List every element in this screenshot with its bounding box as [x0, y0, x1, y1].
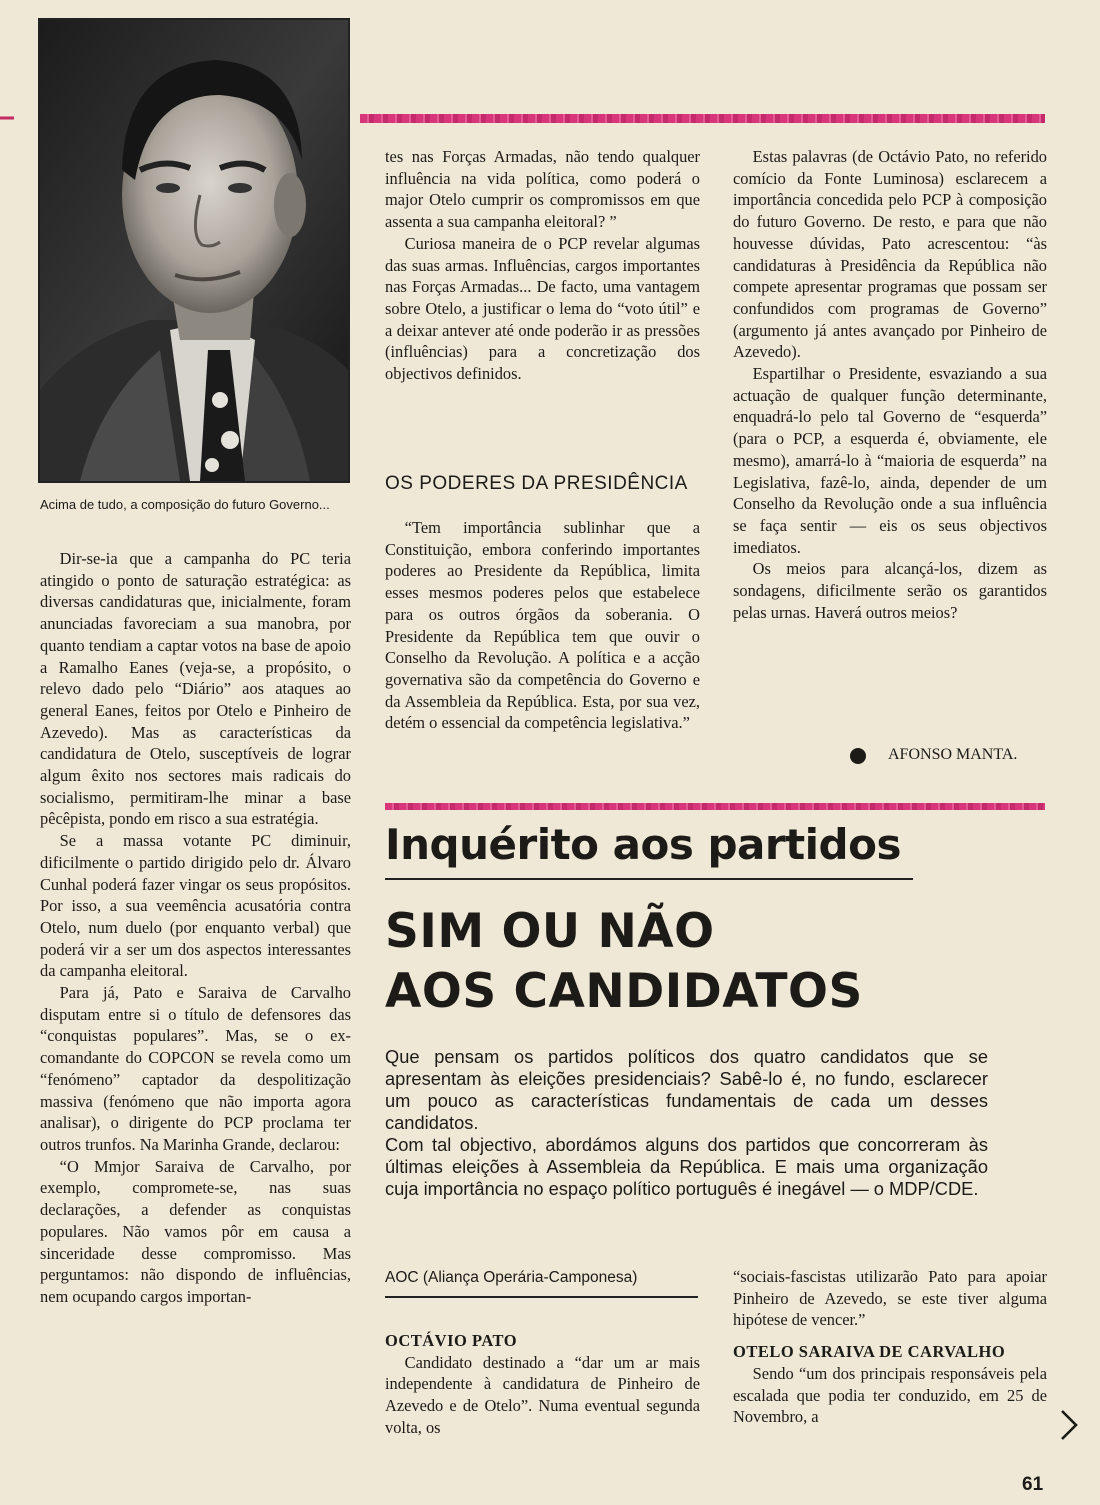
headline-line-2: AOS CANDIDATOS [385, 964, 863, 1019]
paragraph: Sendo “um dos principais responsáveis pela escalada que podia ter conduzido, em 25 de Novembro, a [733, 1363, 1047, 1427]
lead-text: Com tal objectivo, abordámos alguns dos partidos que concorreram às últimas eleições à Assembleia da República. E mais uma organização cuja importância no espaço político português é inegável — o MDP/CDE. [385, 1134, 988, 1199]
author-name: AFONSO MANTA. [888, 746, 1018, 763]
binding-mark-icon [0, 112, 14, 124]
article-column-2 [385, 146, 700, 385]
kicker-rule [385, 878, 913, 880]
paragraph: Estas palavras (de Octávio Pato, no referido comício da Fonte Luminosa) esclarecem a importância concedida pelo PCP à composição do futuro Governo. De resto, e para que não houvesse dúvidas, Pato acrescentou: “às candidaturas à Presidência da República não compete apresentar programas que possam ser confundidos com programas de Governo” (argumento já antes avançado por Pinheiro de Azevedo). [733, 147, 1047, 362]
paragraph: Dir-se-ia que a campanha do PC teria atingido o ponto de saturação estratégica: as diversas candidaturas que, inicialmente, foram anunciadas favoreciam a sua manobra, por quanto tendiam a captar votos na base de apoio a Ramalho Eanes (veja-se, a propósito, o relevo dado pelo “Diário” aos ataques ao general Eanes, feitos por Otelo e Pinheiro de Azevedo). Mas as características da candidatura de Otelo, susceptíveis de lograr algum êxito nos sectores mais radicais do socialismo, permitiram-lhe minar a base pêcêpista, pondo em risco a sua estratégia. [40, 549, 351, 829]
continue-arrow-icon [1058, 1408, 1080, 1442]
section-kicker: Inquérito aos partidos [385, 820, 901, 869]
lead-paragraph [385, 1046, 988, 1200]
photo-caption: Acima de tudo, a composição do futuro Governo... [40, 497, 330, 512]
candidate-section-otelo [733, 1266, 1047, 1428]
headline [385, 902, 985, 1022]
section-subhead: OS PODERES DA PRESIDÊNCIA [385, 473, 688, 494]
candidate-name: OCTÁVIO PATO [385, 1331, 518, 1350]
portrait-image [40, 20, 348, 481]
article-column-2-continued [385, 517, 700, 734]
paragraph: “O Mmjor Saraiva de Carvalho, por exemplo, compromete-se, nas suas declarações, a defender as conquistas populares. Não vamos pôr em causa a sinceridade desse compromisso. Mas perguntamos: não dispondo de influências, nem ocupando cargos importan- [40, 1156, 351, 1306]
paragraph: Os meios para alcançá-los, dizem as sondagens, dificilmente serão os garantidos pelas urnas. Haverá outros meios? [733, 559, 1047, 622]
paragraph: Para já, Pato e Saraiva de Carvalho disputam entre si o título de defensores das “conquistas populares”. Mas, se o ex-comandante do COPCON se revela como um “fenómeno” captador da despolitização massiva (fenómeno que não importa agora analisar), o dirigente do PCP proclama ter outros trunfos. Na Marinha Grande, declarou: [40, 983, 351, 1154]
article-column-3 [733, 146, 1047, 623]
paragraph: “sociais-fascistas utilizarão Pato para apoiar Pinheiro de Azevedo, se este tiver alguma hipótese de vencer.” [733, 1267, 1047, 1330]
portrait-photo [38, 18, 350, 483]
paragraph: “Tem importância sublinhar que a Constituição, embora conferindo importantes poderes ao Presidente da República, limita esses mesmos poderes pelos que estabelece para os outros órgãos da soberania. O Presidente da República tem que ouvir o Conselho da Revolução. A política e a acção governativa são da competência do Governo e da Assembleia da República. Esta, por sua vez, detém o essencial da competência legislativa.” [385, 518, 700, 733]
accent-bar-middle [385, 803, 1045, 810]
party-label: AOC (Aliança Operária-Camponesa) [385, 1269, 638, 1286]
paragraph: Se a massa votante PC diminuir, dificilmente o partido dirigido pelo dr. Álvaro Cunhal poderá fazer vingar os seus propósitos. Por isso, a sua veemência acusatória contra Otelo, num duelo (por enquanto verbal) que poderá vir a ser um dos aspectos interessantes da campanha eleitoral. [40, 831, 351, 981]
paragraph: Curiosa maneira de o PCP revelar algumas das suas armas. Influências, cargos importantes nas Forças Armadas... De facto, uma vantagem sobre Otelo, a justificar o lema do “voto útil” e a deixar antever até onde poderão ir as pressões (influências) para a concretização dos objectivos definidos. [385, 233, 700, 384]
party-label-rule [385, 1296, 698, 1298]
paragraph: tes nas Forças Armadas, não tendo qualquer influência na vida política, como poderá o major Otelo cumprir os compromissos em que assenta a sua campanha eleitoral? ” [385, 147, 700, 232]
lead-text: Que pensam os partidos políticos dos quatro candidatos que se apresentam às eleições presidenciais? Sabê-lo é, no fundo, esclarecer um pouco as características fundamentais de cada um desses candidatos. [385, 1046, 988, 1133]
article-column-1 [40, 548, 351, 1308]
bullet-icon [850, 748, 866, 764]
paragraph: Espartilhar o Presidente, esvaziando a sua actuação de qualquer função determinante, enquadrá-lo pelo tal Governo de “esquerda” (para o PCP, a esquerda é, obviamente, ele mesmo), amarrá-lo à “maioria de esquerda” na Legislativa, fazê-lo, ainda, depender de um Conselho da Revolução onde a sua influência se faça sentir — eis os seus objectivos imediatos. [733, 364, 1047, 557]
candidate-name: OTELO SARAIVA DE CARVALHO [733, 1342, 1006, 1362]
candidate-section-pato [385, 1330, 700, 1439]
headline-line-1: SIM OU NÃO [385, 904, 715, 959]
accent-bar-top [360, 114, 1045, 123]
page-number: 61 [1022, 1474, 1044, 1495]
author-signature [850, 746, 1050, 768]
paragraph: Candidato destinado a “dar um ar mais independente à candidatura de Pinheiro de Azevedo e de Otelo”. Numa eventual segunda volta, os [385, 1352, 700, 1437]
